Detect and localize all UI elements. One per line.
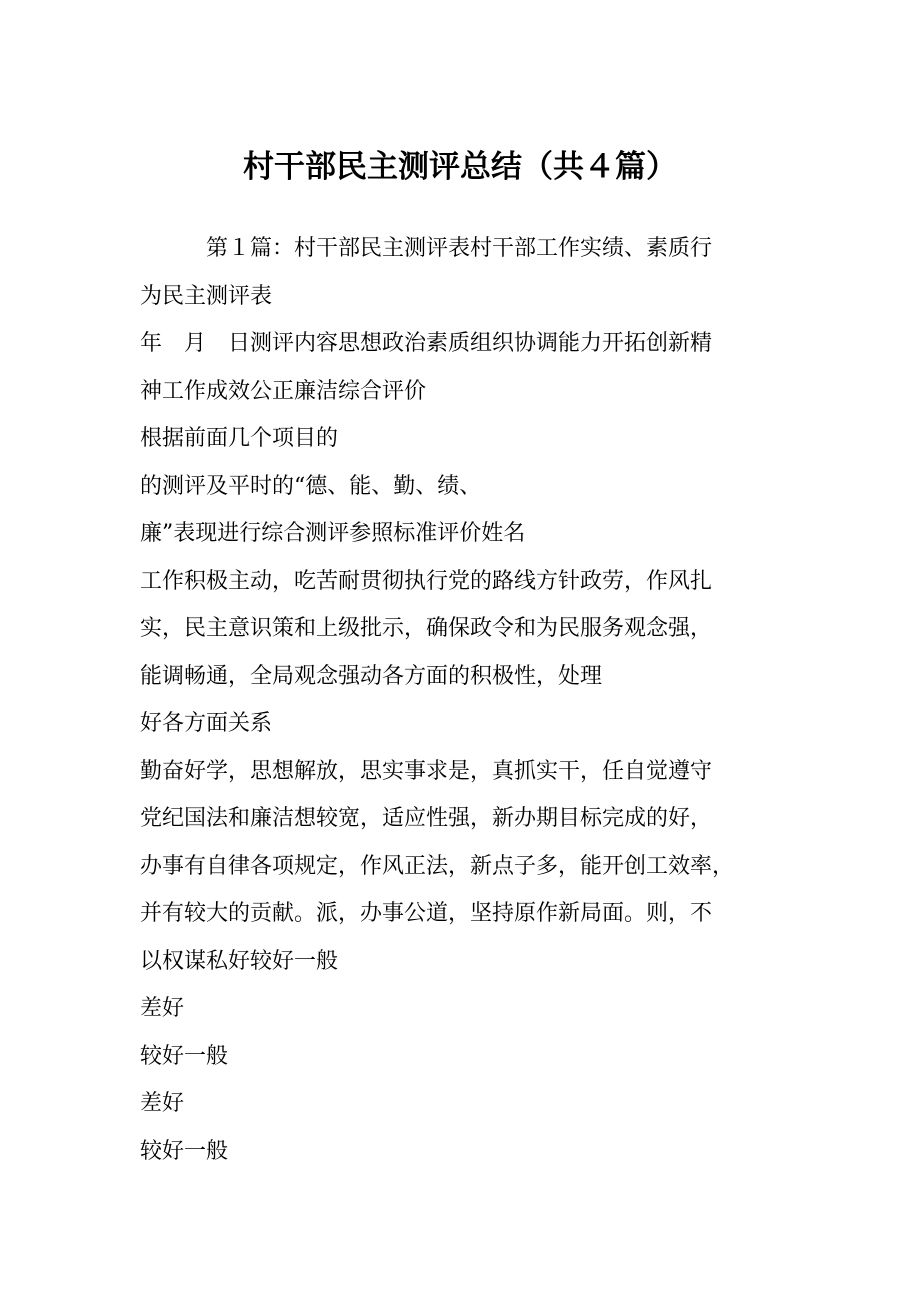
body-line: 实，民主意识策和上级批示，确保政令和为民服务观念强，	[140, 616, 713, 641]
body-line: 较好一般	[140, 1138, 229, 1164]
body-line: 并有较大的贡献。派，办事公道，坚持原作新局面。则，不	[140, 901, 713, 926]
body-line: 好各方面关系	[140, 711, 273, 736]
document-title: 村干部民主测评总结（共４篇）	[243, 149, 677, 185]
body-line: 勤奋好学，思想解放，思实事求是，真抓实干，任自觉遵守	[140, 758, 713, 784]
body-line: 较好一般	[140, 1043, 229, 1069]
body-line: 工作积极主动，吃苦耐贯彻执行党的路线方针政劳，作风扎	[140, 568, 713, 594]
body-line: 党纪国法和廉洁想较宽，适应性强，新办期目标完成的好，	[140, 806, 713, 831]
body-line: 办事有自律各项规定，作风正法，新点子多，能开创工效率，	[140, 853, 735, 879]
body-line: 为民主测评表	[140, 283, 273, 309]
body-line: 差好	[140, 996, 185, 1021]
body-line: 根据前面几个项目的	[140, 426, 339, 451]
body-line: 能调畅通，全局观念强动各方面的积极性，处理	[140, 663, 603, 689]
body-line: 廉”表现进行综合测评参照标准评价姓名	[140, 521, 526, 546]
body-line: 第１篇：村干部民主测评表村干部工作实绩、素质行	[206, 236, 713, 261]
body-line: 的测评及平时的“德、能、勤、绩、	[140, 473, 482, 499]
body-line: 以权谋私好较好一般	[140, 948, 339, 974]
body-line: 年 月 日测评内容思想政治素质组织协调能力开拓创新精	[140, 331, 713, 356]
document-body	[140, 225, 790, 1175]
body-line: 神工作成效公正廉洁综合评价	[140, 378, 427, 404]
body-line: 差好	[140, 1091, 185, 1116]
